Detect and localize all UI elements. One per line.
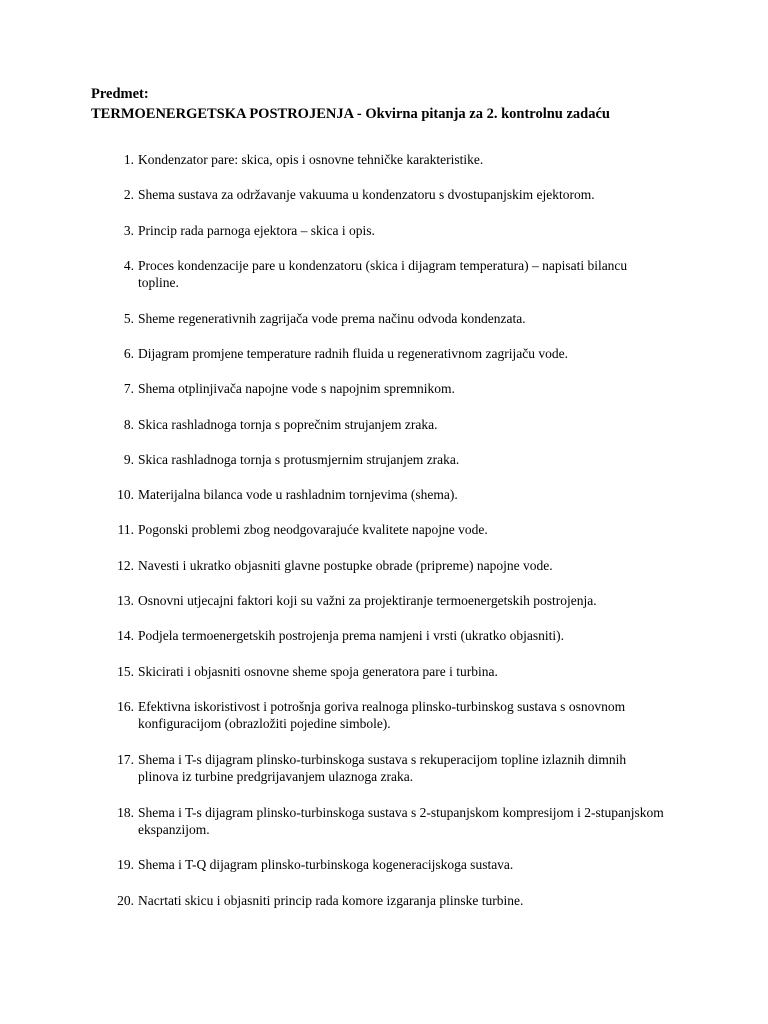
question-text: Kondenzator pare: skica, opis i osnovne tehničke karakteristike. [138,152,484,167]
question-number: 19. [117,857,134,873]
question-number: 3. [123,222,134,238]
question-text: Nacrtati skicu i objasniti princip rada komore izgaranja plinske turbine. [138,892,524,908]
question-text: Efektivna iskoristivost i potrošnja goriva realnoga plinsko-turbinskog sustava s osnovnom konfiguracijom (obrazložiti pojedine simbole). [138,698,626,732]
question-number: 2. [123,187,134,203]
question-number: 18. [117,804,134,820]
question-text: Skicirati i objasniti osnovne sheme spoja generatora pare i turbina. [138,663,498,679]
question-text: Materijalna bilanca vode u rashladnim tornjevima (shema). [138,487,458,503]
question-item [0,451,768,469]
question-item [0,257,768,292]
question-number: 16. [117,698,134,714]
question-item [0,310,768,328]
question-number: 15. [117,663,134,679]
question-item [0,804,768,839]
question-item [0,557,768,575]
question-item [0,486,768,504]
question-text: Shema i T-s dijagram plinsko-turbinskoga sustava s rekuperacijom topline izlaznih dimnih plinova iz turbine predgrijavanjem ulaznoga zraka. [138,751,627,785]
question-item [0,345,768,363]
question-item [0,222,768,240]
question-item [0,663,768,681]
question-number: 12. [117,557,134,573]
question-item [0,186,768,204]
question-text: Shema sustava za održavanje vakuuma u kondenzatoru s dvostupanjskim ejektorom. [138,187,595,203]
question-number: 11. [117,522,134,538]
question-text: Skica rashladnoga tornja s protusmjernim strujanjem zraka. [138,451,460,467]
question-number: 10. [117,487,134,503]
question-text: Skica rashladnoga tornja s poprečnim strujanjem zraka. [138,416,438,432]
question-number: 7. [123,381,134,397]
question-number: 8. [123,416,134,432]
question-number: 17. [117,751,134,767]
question-item [0,521,768,539]
subject-label: Predmet: [91,86,149,102]
question-text: Proces kondenzacije pare u kondenzatoru (skica i dijagram temperatura) – napisati bilancu topline. [138,257,628,291]
question-text: Osnovni utjecajni faktori koji su važni za projektiranje termoenergetskih postrojenja. [138,593,597,609]
question-number: 5. [123,310,134,326]
question-item [0,380,768,398]
question-text: Navesti i ukratko objasniti glavne postupke obrade (pripreme) napojne vode. [138,557,553,573]
question-text: Podjela termoenergetskih postrojenja prema namjeni i vrsti (ukratko objasniti). [138,628,565,644]
question-number: 14. [117,628,134,644]
document-title: TERMOENERGETSKA POSTROJENJA - Okvirna pitanja za 2. kontrolnu zadaću [91,106,610,122]
question-text: Sheme regenerativnih zagrijača vode prema načinu odvoda kondenzata. [138,310,526,326]
question-item [0,751,768,786]
question-text: Dijagram promjene temperature radnih fluida u regenerativnom zagrijaču vode. [138,345,568,361]
question-item [0,892,768,910]
question-item [0,592,768,610]
question-text: Shema i T-Q dijagram plinsko-turbinskoga kogeneracijskoga sustava. [138,857,514,873]
question-number: 13. [117,593,134,609]
question-item [0,698,768,733]
question-text: Shema otplinjivača napojne vode s napojnim spremnikom. [138,381,455,397]
question-number: 1. [123,152,134,167]
question-item [0,151,768,169]
question-text: Shema i T-s dijagram plinsko-turbinskoga sustava s 2-stupanjskom kompresijom i 2-stupanjskom ekspanzijom. [138,804,664,838]
question-number: 9. [123,451,134,467]
question-list [0,151,768,927]
question-text: Princip rada parnoga ejektora – skica i opis. [138,222,375,238]
question-item [0,416,768,434]
question-number: 4. [123,257,134,273]
question-number: 20. [117,892,134,908]
question-item [0,856,768,874]
question-number: 6. [123,345,134,361]
question-text: Pogonski problemi zbog neodgovarajuće kvalitete napojne vode. [138,522,488,538]
document-header [91,84,711,124]
question-item [0,627,768,645]
